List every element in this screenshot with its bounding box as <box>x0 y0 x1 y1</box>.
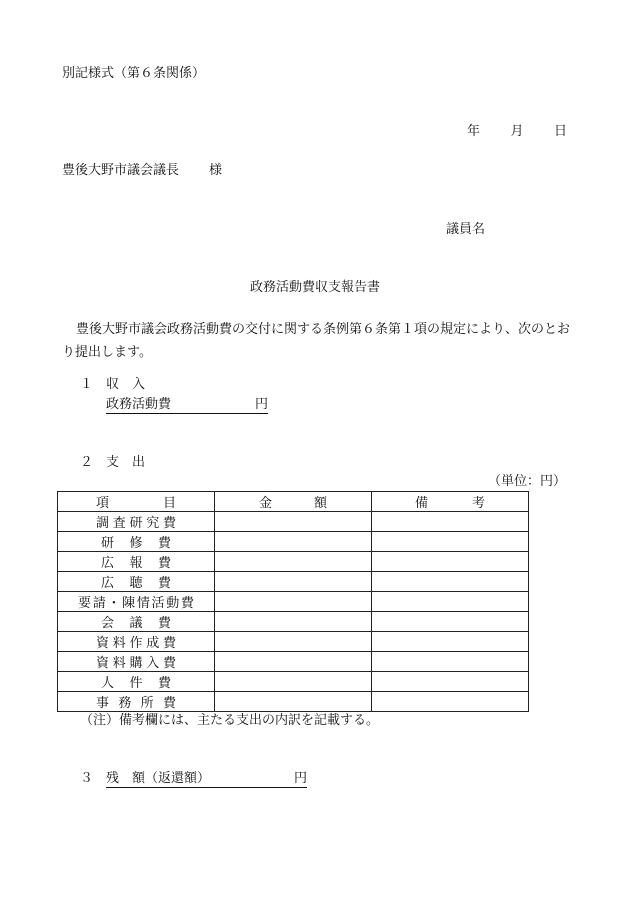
header-remarks <box>372 492 529 512</box>
expense-category-label: 人 件 費 <box>101 676 171 691</box>
date-year-label: 年 <box>467 124 481 139</box>
expense-amount-cell[interactable] <box>215 692 372 712</box>
addressee <box>62 163 222 179</box>
expense-remarks-cell[interactable] <box>372 672 529 692</box>
date-line <box>467 124 567 140</box>
expense-category <box>58 692 215 712</box>
header-item <box>58 492 215 512</box>
expense-remarks-cell[interactable] <box>372 512 529 532</box>
expense-category-label: 広 聴 費 <box>101 576 171 591</box>
expense-category-label: 要 請 ・ 陳 情 活 動 費 <box>78 596 194 611</box>
table-row <box>58 672 529 692</box>
table-row <box>58 612 529 632</box>
balance-line <box>106 771 307 788</box>
expense-category <box>58 532 215 552</box>
expense-category-label: 会 議 費 <box>101 616 171 631</box>
income-item-label: 政務活動費 <box>106 397 172 412</box>
table-row <box>58 512 529 532</box>
section3-heading: ３ <box>80 771 94 786</box>
expense-category <box>58 672 215 692</box>
expense-category-label: 研 修 費 <box>101 536 171 551</box>
income-line <box>106 397 268 414</box>
table-row <box>58 572 529 592</box>
expense-remarks-cell[interactable] <box>372 612 529 632</box>
expense-category <box>58 552 215 572</box>
addressee-honorific: 様 <box>209 163 223 178</box>
header-label: 項 目 <box>96 496 176 511</box>
table-row <box>58 692 529 712</box>
expense-category <box>58 612 215 632</box>
expense-amount-cell[interactable] <box>215 512 372 532</box>
expense-category <box>58 572 215 592</box>
expense-remarks-cell[interactable] <box>372 692 529 712</box>
expense-amount-cell[interactable] <box>215 612 372 632</box>
expense-remarks-cell[interactable] <box>372 572 529 592</box>
header-amount <box>215 492 372 512</box>
expense-remarks-cell[interactable] <box>372 592 529 612</box>
expense-category <box>58 592 215 612</box>
table-row <box>58 592 529 612</box>
section1-heading: １ 収 入 <box>80 377 146 392</box>
expense-category-label: 資 料 作 成 費 <box>96 636 176 651</box>
expense-amount-cell[interactable] <box>215 632 372 652</box>
expense-category-label: 事 務 所 費 <box>96 696 176 711</box>
expense-remarks-cell[interactable] <box>372 532 529 552</box>
expense-amount-cell[interactable] <box>215 552 372 572</box>
unit-note: （単位：円） <box>488 474 567 489</box>
section2-heading: ２ 支 出 <box>80 455 146 470</box>
expense-category <box>58 652 215 672</box>
table-row <box>58 632 529 652</box>
date-day-label: 日 <box>553 124 567 139</box>
addressee-name: 豊後大野市議会議長 <box>62 163 180 178</box>
expense-category-label: 調 査 研 究 費 <box>96 516 176 531</box>
income-unit: 円 <box>255 397 269 412</box>
report-title: 政務活動費収支報告書 <box>249 280 380 295</box>
member-name-label: 議員名 <box>446 222 486 237</box>
table-note: （注）備考欄には、主たる支出の内訳を記載する。 <box>80 713 380 728</box>
expense-remarks-cell[interactable] <box>372 552 529 572</box>
balance-item-label: 残 額（返還額） <box>106 771 211 786</box>
expense-category <box>58 512 215 532</box>
expense-table <box>57 491 529 712</box>
balance-unit: 円 <box>294 771 308 786</box>
table-header-row <box>58 492 529 512</box>
expense-amount-cell[interactable] <box>215 572 372 592</box>
table-row <box>58 552 529 572</box>
table-row <box>58 532 529 552</box>
form-label: 別記様式（第６条関係） <box>62 66 206 81</box>
expense-amount-cell[interactable] <box>215 592 372 612</box>
body-text: 豊後大野市議会政務活動費の交付に関する条例第６条第１項の規定により、次のとおり提出します。 <box>62 322 571 360</box>
expense-remarks-cell[interactable] <box>372 652 529 672</box>
expense-category-label: 資 料 購 入 費 <box>96 656 176 671</box>
expense-amount-cell[interactable] <box>215 672 372 692</box>
table-row <box>58 652 529 672</box>
expense-category-label: 広 報 費 <box>101 556 171 571</box>
header-label: 金 額 <box>259 496 327 511</box>
header-label: 備 考 <box>415 496 485 511</box>
expense-amount-cell[interactable] <box>215 652 372 672</box>
date-month-label: 月 <box>510 124 524 139</box>
expense-amount-cell[interactable] <box>215 532 372 552</box>
expense-category <box>58 632 215 652</box>
expense-remarks-cell[interactable] <box>372 632 529 652</box>
